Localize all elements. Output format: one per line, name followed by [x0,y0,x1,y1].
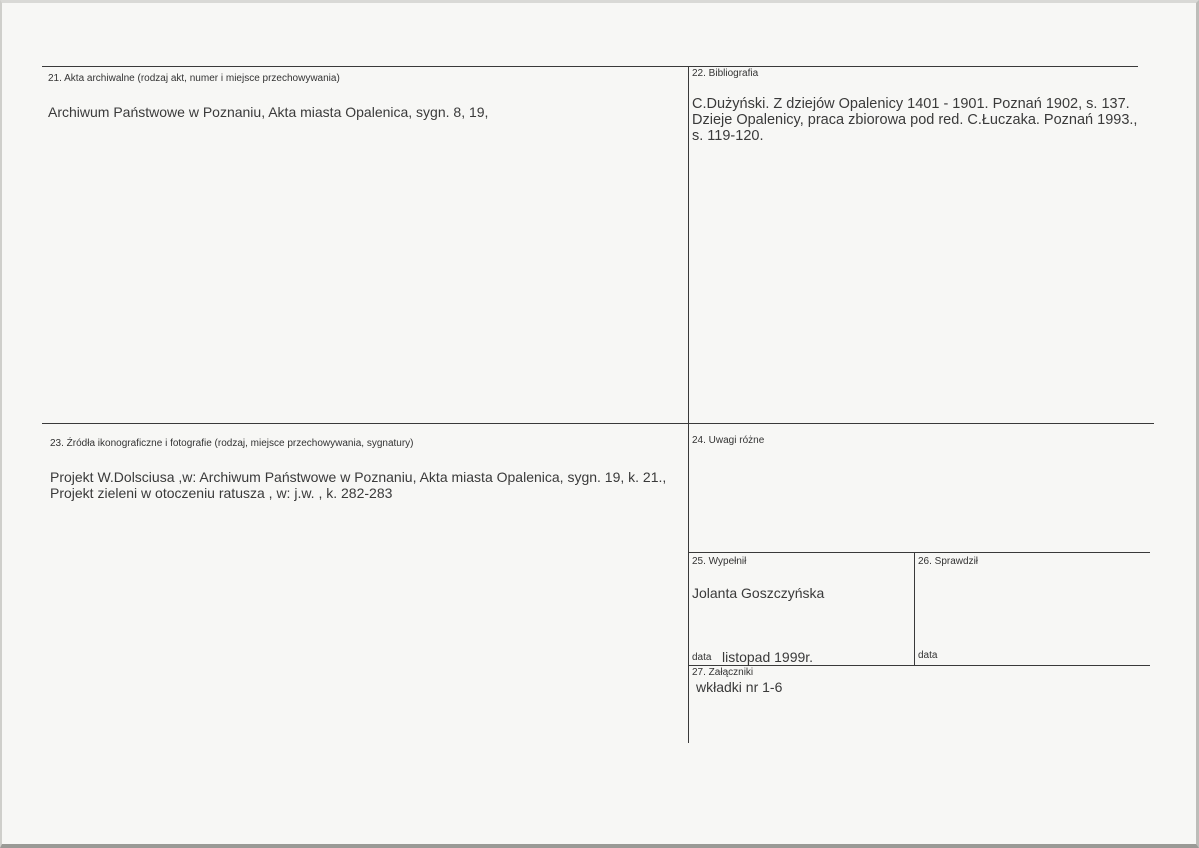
middle-rule [42,423,1154,424]
section-23-value [50,469,666,501]
section-26-label: 26. Sprawdził [918,556,979,567]
iconography-line: Projekt W.Dolsciusa ,w: Archiwum Państwowe w Poznaniu, Akta miasta Opalenica, sygn. 19, k. 21., [50,469,667,485]
section-22-label: 22. Bibliografia [692,68,759,79]
section-26-date-label: data [918,650,938,661]
iconography-line: Projekt zieleni w otoczeniu ratusza , w: j.w. , k. 282-283 [50,485,393,501]
bibliography-line: Dzieje Opalenicy, praca zbiorowa pod red. C.Łuczaka. Poznań 1993., [692,112,1138,128]
attachments-value: wkładki nr 1-6 [696,679,783,695]
section-25-date-label: data [692,652,712,663]
bibliography-line: s. 119-120. [692,128,764,144]
section-21-label: 21. Akta archiwalne (rodzaj akt, numer i miejsce przechowywania) [48,73,340,84]
signature-divider [914,552,915,665]
top-rule [42,66,1138,67]
section-22-value [692,96,1137,144]
attachments-rule [688,665,1150,666]
section-24-label: 24. Uwagi różne [692,435,765,446]
section-25-label: 25. Wypełnił [692,556,747,567]
filled-by-name: Jolanta Goszczyńska [692,585,825,601]
section-27-label: 27. Załączniki [692,667,754,678]
signature-rule [688,552,1150,553]
section-25-date-value: listopad 1999r. [722,649,814,665]
bibliography-line: C.Dużyński. Z dziejów Opalenicy 1401 - 1901. Poznań 1902, s. 137. [692,96,1130,112]
section-21-value: Archiwum Państwowe w Poznaniu, Akta miasta Opalenica, sygn. 8, 19, [48,104,489,120]
section-23-label: 23. Źródła ikonograficzne i fotografie (rodzaj, miejsce przechowywania, sygnatury) [50,438,414,449]
center-divider [688,66,689,743]
